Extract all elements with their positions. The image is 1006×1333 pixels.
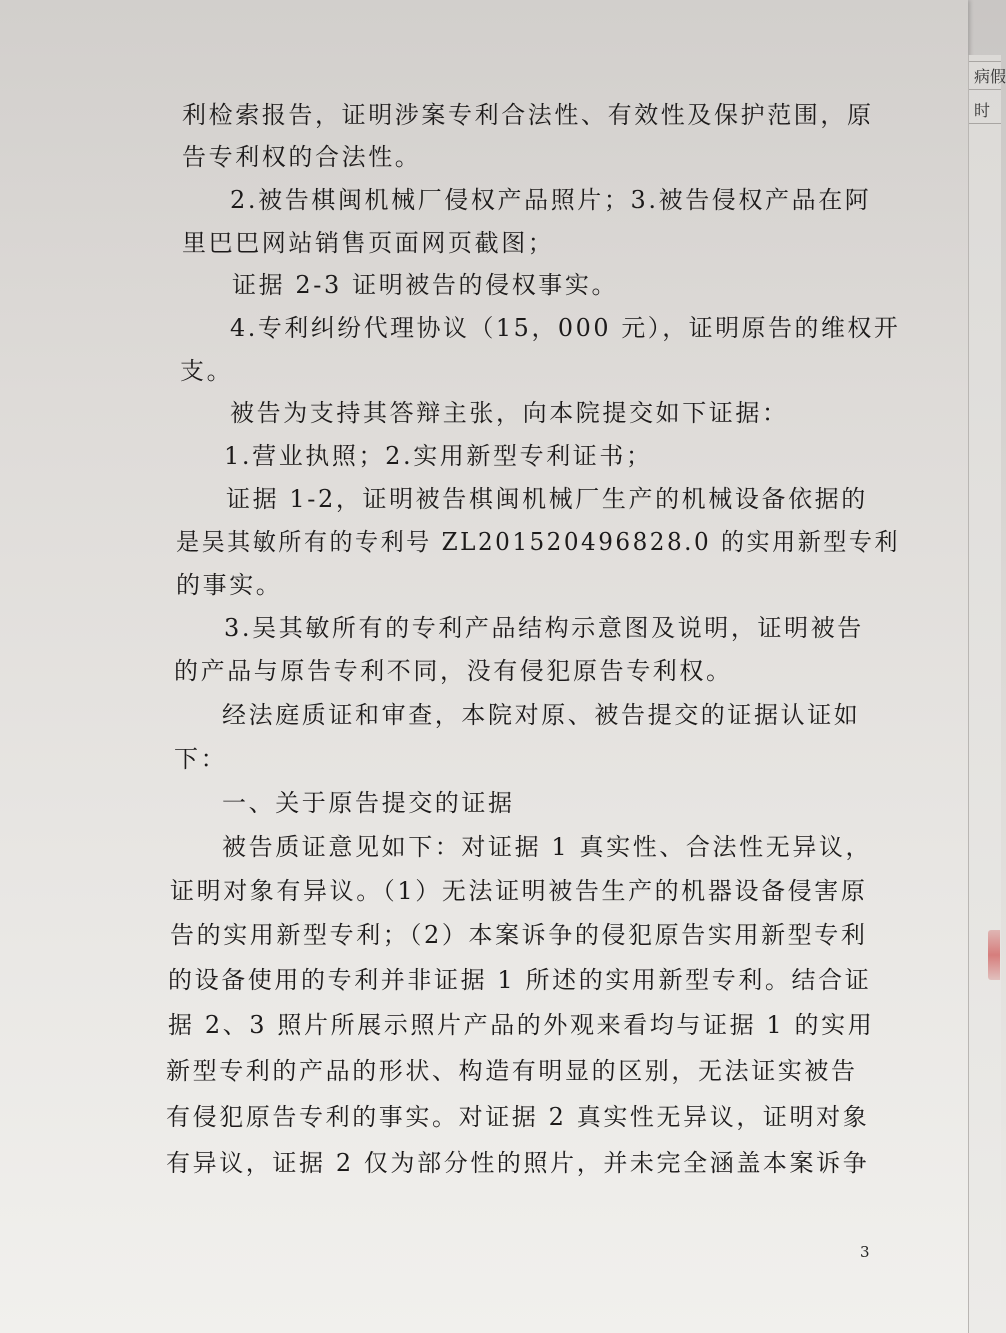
text-line: 1.营业执照；2.实用新型专利证书； <box>224 442 653 470</box>
text-line: 3.吴其敏所有的专利产品结构示意图及说明，证明被告 <box>224 614 864 642</box>
text-line: 据 2、3 照片所展示照片产品的外观来看均与证据 1 的实用 <box>168 1011 875 1039</box>
text-line: 有异议，证据 2 仅为部分性的照片，并未完全涵盖本案诉争 <box>166 1149 870 1177</box>
text-line: 有侵犯原告专利的事实。对证据 2 真实性无异议，证明对象 <box>166 1103 870 1131</box>
table-rule <box>969 89 1001 90</box>
text-line: 支。 <box>180 357 234 385</box>
text-line: 证明对象有异议。（1）无法证明被告生产的机器设备侵害原 <box>170 877 868 905</box>
text-line: 的事实。 <box>176 571 283 599</box>
text-line: 经法庭质证和审查，本院对原、被告提交的证据认证如 <box>222 701 861 729</box>
page-number: 3 <box>860 1243 870 1261</box>
edge-sheet-label-time: 时 <box>974 101 991 120</box>
text-line: 利检索报告，证明涉案专利合法性、有效性及保护范围，原 <box>182 101 874 129</box>
red-seal-fragment <box>988 930 1000 980</box>
text-line: 告的实用新型专利；（2）本案诉争的侵犯原告实用新型专利 <box>170 921 868 949</box>
text-line: 的设备使用的专利并非证据 1 所述的实用新型专利。结合证 <box>168 966 872 994</box>
text-line: 证据 1-2，证明被告棋闽机械厂生产的机械设备依据的 <box>226 485 868 513</box>
text-line: 2.被告棋闽机械厂侵权产品照片；3.被告侵权产品在阿 <box>230 186 872 214</box>
text-line: 被告质证意见如下：对证据 1 真实性、合法性无异议， <box>222 833 873 861</box>
text-line: 新型专利的产品的形状、构造有明显的区别，无法证实被告 <box>166 1057 858 1085</box>
text-line: 下： <box>174 745 228 773</box>
text-line: 是吴其敏所有的专利号 ZL201520496828.0 的实用新型专利 <box>176 528 901 556</box>
table-rule <box>969 61 1001 62</box>
section-heading: 一、关于原告提交的证据 <box>222 789 515 817</box>
table-rule <box>969 123 1001 124</box>
edge-sheet-label-sick-leave: 病假 <box>974 67 1006 86</box>
text-line: 的产品与原告专利不同，没有侵犯原告专利权。 <box>174 657 733 685</box>
text-line: 4.专利纠纷代理协议（15，000 元），证明原告的维权开 <box>230 314 901 342</box>
text-line: 被告为支持其答辩主张，向本院提交如下证据： <box>230 399 789 427</box>
text-line: 里巴巴网站销售页面网页截图； <box>182 229 555 257</box>
text-line: 证据 2-3 证明被告的侵权事实。 <box>232 271 619 299</box>
underlying-sheet-edge <box>968 55 1001 1333</box>
text-line: 告专利权的合法性。 <box>182 143 422 171</box>
